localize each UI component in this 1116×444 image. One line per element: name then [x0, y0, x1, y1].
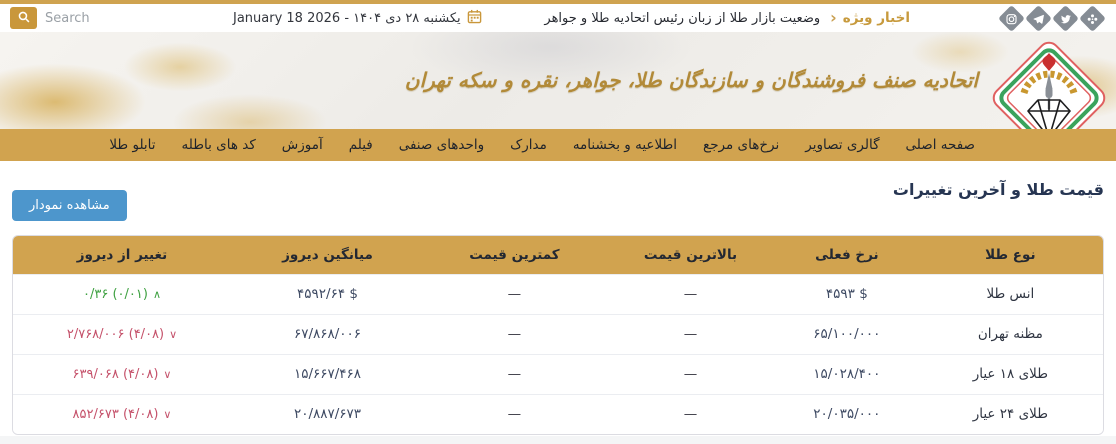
- gold-type-cell: انس طلا: [918, 274, 1103, 314]
- social-icons: [998, 9, 1106, 28]
- site-title: اتحادیه صنف فروشندگان و سازندگان طلا، جواهر، نقره و سکه تهران: [404, 68, 978, 92]
- yesterday-avg-cell: ۱۵/۶۶۷/۴۶۸: [293, 366, 362, 382]
- up-arrow-icon: ∧: [152, 288, 162, 301]
- aparat-link[interactable]: [1079, 5, 1106, 32]
- down-arrow-icon: ∨: [163, 368, 172, 381]
- change-cell: ۸۵۲/۶۷۳ (۴/۰۸) ∨: [72, 407, 172, 423]
- twitter-icon: [1057, 10, 1074, 27]
- gold-price-table: [12, 235, 1104, 435]
- table-row: [13, 394, 1103, 434]
- nav-item-gold-board[interactable]: تابلو طلا: [109, 137, 156, 153]
- news-ticker[interactable]: وضعیت بازار طلا از زبان رئیس اتحادیه طلا و جواهر: [544, 10, 821, 26]
- lowest-price-cell: —: [424, 354, 605, 394]
- chevron-right-icon: ›: [830, 8, 837, 27]
- down-arrow-icon: ∨: [169, 328, 178, 341]
- highest-price-cell: —: [605, 394, 776, 434]
- col-header-yesterday-avg: میانگین دیروز: [231, 236, 424, 274]
- page-title: قیمت طلا و آخرین تغییرات: [892, 180, 1104, 199]
- nav-item-void-codes[interactable]: کد های باطله: [181, 137, 256, 153]
- instagram-link[interactable]: [998, 5, 1025, 32]
- down-arrow-icon: ∨: [163, 408, 172, 422]
- current-rate-cell: ۱۵/۰۲۸/۴۰۰: [813, 366, 881, 382]
- change-cell: ۰/۳۶ (۰/۰۱) ∧: [83, 287, 162, 302]
- search-button[interactable]: [10, 7, 37, 29]
- highest-price-cell: —: [605, 354, 776, 394]
- yesterday-avg-cell: ۴۵۹۲/۶۴ $: [297, 286, 358, 302]
- news-bar: [544, 9, 1106, 28]
- telegram-link[interactable]: [1025, 5, 1052, 32]
- lowest-price-cell: —: [424, 314, 605, 354]
- nav-item-training[interactable]: آموزش: [281, 137, 323, 153]
- col-header-change: تغییر از دیروز: [13, 236, 231, 274]
- twitter-link[interactable]: [1052, 5, 1079, 32]
- date-display: [233, 9, 482, 28]
- main-nav: [0, 129, 1116, 161]
- header-banner: [0, 32, 1116, 129]
- highest-price-cell: —: [605, 314, 776, 354]
- current-rate-cell: ۴۵۹۳ $: [825, 286, 868, 302]
- yesterday-avg-cell: ۲۰/۸۸۷/۶۷۳: [293, 406, 362, 423]
- nav-item-guild-units[interactable]: واحدهای صنفی: [398, 137, 485, 153]
- search-icon: [17, 10, 31, 27]
- nav-item-video[interactable]: فیلم: [348, 137, 373, 153]
- lowest-price-cell: —: [424, 394, 605, 434]
- view-chart-button[interactable]: مشاهده نمودار: [12, 190, 127, 221]
- instagram-icon: [1003, 10, 1020, 27]
- main-content: [0, 161, 1116, 435]
- table-row: [13, 274, 1103, 314]
- calendar-icon: [467, 9, 482, 28]
- gold-type-cell: مظنه تهران: [918, 314, 1103, 354]
- search-input[interactable]: [37, 9, 207, 28]
- col-header-current-rate: نرخ فعلی: [776, 236, 918, 274]
- current-rate-cell: ۲۰/۰۳۵/۰۰۰: [813, 406, 881, 423]
- topbar: [0, 0, 1116, 32]
- nav-item-home[interactable]: صفحه اصلی: [905, 137, 975, 153]
- telegram-icon: [1030, 10, 1047, 27]
- change-cell: ۲/۷۶۸/۰۰۶ (۴/۰۸) ∨: [66, 327, 178, 342]
- gold-type-cell: طلای ۱۸ عیار: [918, 354, 1103, 394]
- aparat-icon: [1084, 10, 1101, 27]
- highest-price-cell: —: [605, 274, 776, 314]
- table-header-row: [13, 236, 1103, 274]
- nav-item-ref-rates[interactable]: نرخ‌های مرجع: [703, 137, 780, 153]
- current-rate-cell: ۶۵/۱۰۰/۰۰۰: [813, 326, 881, 342]
- bottom-strip: [0, 436, 1116, 444]
- date-text: یکشنبه ۲۸ دی ۱۴۰۴ - January 18 2026: [233, 10, 461, 26]
- search-group: [10, 7, 207, 29]
- change-cell: ۶۳۹/۰۶۸ (۴/۰۸) ∨: [72, 367, 172, 382]
- special-news-badge: اخبار ویژه: [842, 10, 910, 26]
- table-row: [13, 314, 1103, 354]
- nav-item-gallery[interactable]: گالری تصاویر: [805, 137, 880, 153]
- gold-type-cell: طلای ۲۴ عیار: [918, 394, 1103, 434]
- col-header-lowest-price: کمترین قیمت: [424, 236, 605, 274]
- nav-item-announcements[interactable]: اطلاعیه و بخشنامه: [572, 137, 678, 153]
- col-header-highest-price: بالاترین قیمت: [605, 236, 776, 274]
- yesterday-avg-cell: ۶۷/۸۶۸/۰۰۶: [293, 326, 362, 342]
- col-header-gold-type: نوع طلا: [918, 236, 1103, 274]
- table-row: [13, 354, 1103, 394]
- lowest-price-cell: —: [424, 274, 605, 314]
- nav-item-documents[interactable]: مدارک: [510, 137, 547, 153]
